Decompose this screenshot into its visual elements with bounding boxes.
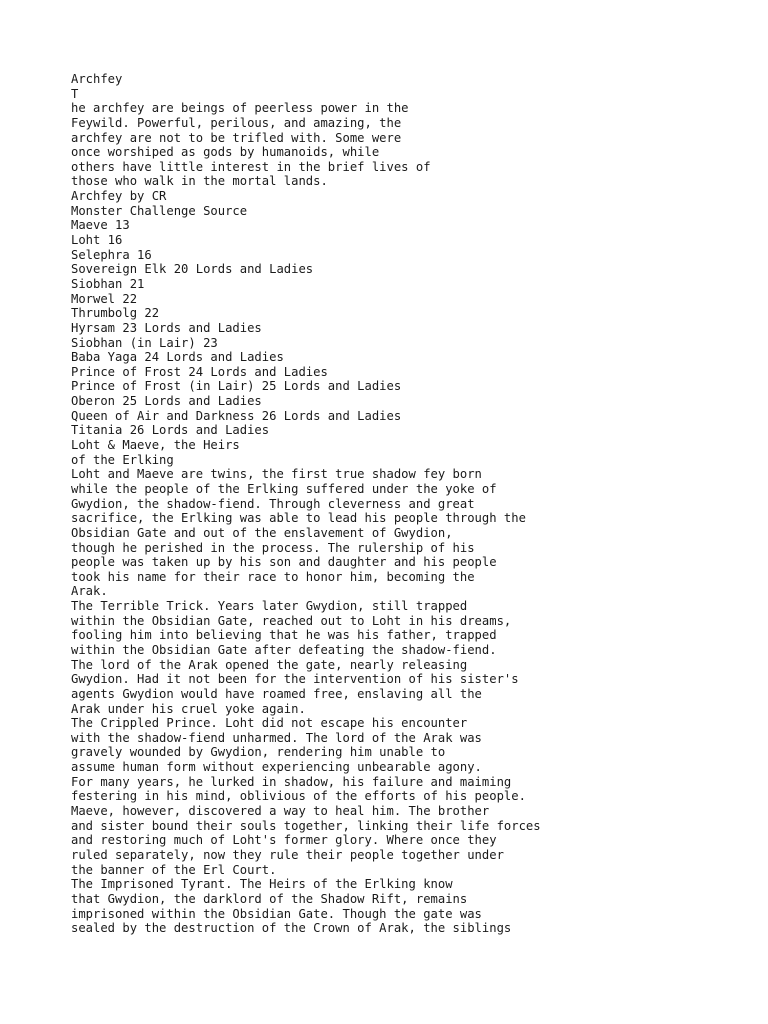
- text-line: and sister bound their souls together, linking their life forces: [71, 818, 541, 833]
- text-line: took his name for their race to honor him, becoming the: [71, 569, 475, 584]
- text-line: Prince of Frost (in Lair) 25 Lords and Ladies: [71, 379, 402, 394]
- text-line: The Imprisoned Tyrant. The Heirs of the Erlking know: [71, 877, 453, 892]
- text-line: assume human form without experiencing unbearable agony.: [71, 760, 482, 775]
- text-line: The lord of the Arak opened the gate, nearly releasing: [71, 657, 468, 672]
- text-line: gravely wounded by Gwydion, rendering him unable to: [71, 745, 446, 760]
- text-line: Prince of Frost 24 Lords and Ladies: [71, 364, 328, 379]
- text-line: sacrifice, the Erlking was able to lead his people through the: [71, 511, 526, 526]
- text-line: imprisoned within the Obsidian Gate. Though the gate was: [71, 906, 482, 921]
- text-line: once worshiped as gods by humanoids, while: [71, 145, 380, 160]
- text-line: though he perished in the process. The rulership of his: [71, 540, 475, 555]
- text-line: Loht 16: [71, 233, 123, 248]
- text-line: Maeve, however, discovered a way to heal him. The brother: [71, 804, 490, 819]
- text-line: Hyrsam 23 Lords and Ladies: [71, 320, 262, 335]
- text-line: others have little interest in the brief lives of: [71, 159, 431, 174]
- text-line: Monster Challenge Source: [71, 203, 248, 218]
- text-line: festering in his mind, oblivious of the efforts of his people.: [71, 789, 526, 804]
- text-line: within the Obsidian Gate, reached out to Loht in his dreams,: [71, 613, 512, 628]
- text-line: Gwydion. Had it not been for the intervention of his sister's: [71, 672, 519, 687]
- text-line: Obsidian Gate and out of the enslavement of Gwydion,: [71, 525, 453, 540]
- text-line: Siobhan (in Lair) 23: [71, 335, 218, 350]
- text-line: with the shadow-fiend unharmed. The lord of the Arak was: [71, 730, 482, 745]
- text-line: agents Gwydion would have roamed free, enslaving all the: [71, 686, 482, 701]
- text-line: people was taken up by his son and daughter and his people: [71, 555, 497, 570]
- text-line: For many years, he lurked in shadow, his failure and maiming: [71, 774, 512, 789]
- text-line: that Gwydion, the darklord of the Shadow Rift, remains: [71, 891, 468, 906]
- text-line: Loht & Maeve, the Heirs: [71, 438, 240, 453]
- text-line: archfey are not to be trifled with. Some were: [71, 130, 402, 145]
- text-line: he archfey are beings of peerless power in the: [71, 101, 409, 116]
- text-line: ruled separately, now they rule their people together under: [71, 847, 504, 862]
- text-line: while the people of the Erlking suffered under the yoke of: [71, 481, 497, 496]
- text-line: Oberon 25 Lords and Ladies: [71, 394, 262, 409]
- text-line: and restoring much of Loht's former glory. Where once they: [71, 833, 497, 848]
- text-line: Gwydion, the shadow-fiend. Through cleverness and great: [71, 496, 475, 511]
- text-line: Archfey by CR: [71, 189, 167, 204]
- text-line: Archfey: [71, 72, 123, 86]
- text-line: Baba Yaga 24 Lords and Ladies: [71, 350, 284, 365]
- text-line: Thrumbolg 22: [71, 306, 160, 321]
- text-line: sealed by the destruction of the Crown of Arak, the siblings: [71, 921, 512, 936]
- text-line: The Crippled Prince. Loht did not escape his encounter: [71, 716, 468, 731]
- text-line: Queen of Air and Darkness 26 Lords and Ladies: [71, 408, 402, 423]
- text-line: of the Erlking: [71, 452, 174, 467]
- text-line: Maeve 13: [71, 218, 130, 233]
- text-line: those who walk in the mortal lands.: [71, 174, 328, 189]
- text-line: T: [71, 86, 79, 101]
- text-line: Feywild. Powerful, perilous, and amazing, the: [71, 115, 402, 130]
- text-line: Arak under his cruel yoke again.: [71, 701, 306, 716]
- text-line: The Terrible Trick. Years later Gwydion, still trapped: [71, 599, 468, 614]
- text-line: Sovereign Elk 20 Lords and Ladies: [71, 262, 314, 277]
- text-line: Loht and Maeve are twins, the first true shadow fey born: [71, 467, 482, 482]
- text-line: Titania 26 Lords and Ladies: [71, 423, 270, 438]
- text-line: the banner of the Erl Court.: [71, 862, 277, 877]
- document-body: [71, 72, 761, 936]
- text-line: Siobhan 21: [71, 276, 145, 291]
- text-line: Morwel 22: [71, 291, 138, 306]
- text-line: fooling him into believing that he was his father, trapped: [71, 628, 497, 643]
- text-line: Selephra 16: [71, 247, 152, 262]
- text-line: within the Obsidian Gate after defeating the shadow-fiend.: [71, 642, 497, 657]
- text-line: Arak.: [71, 584, 108, 599]
